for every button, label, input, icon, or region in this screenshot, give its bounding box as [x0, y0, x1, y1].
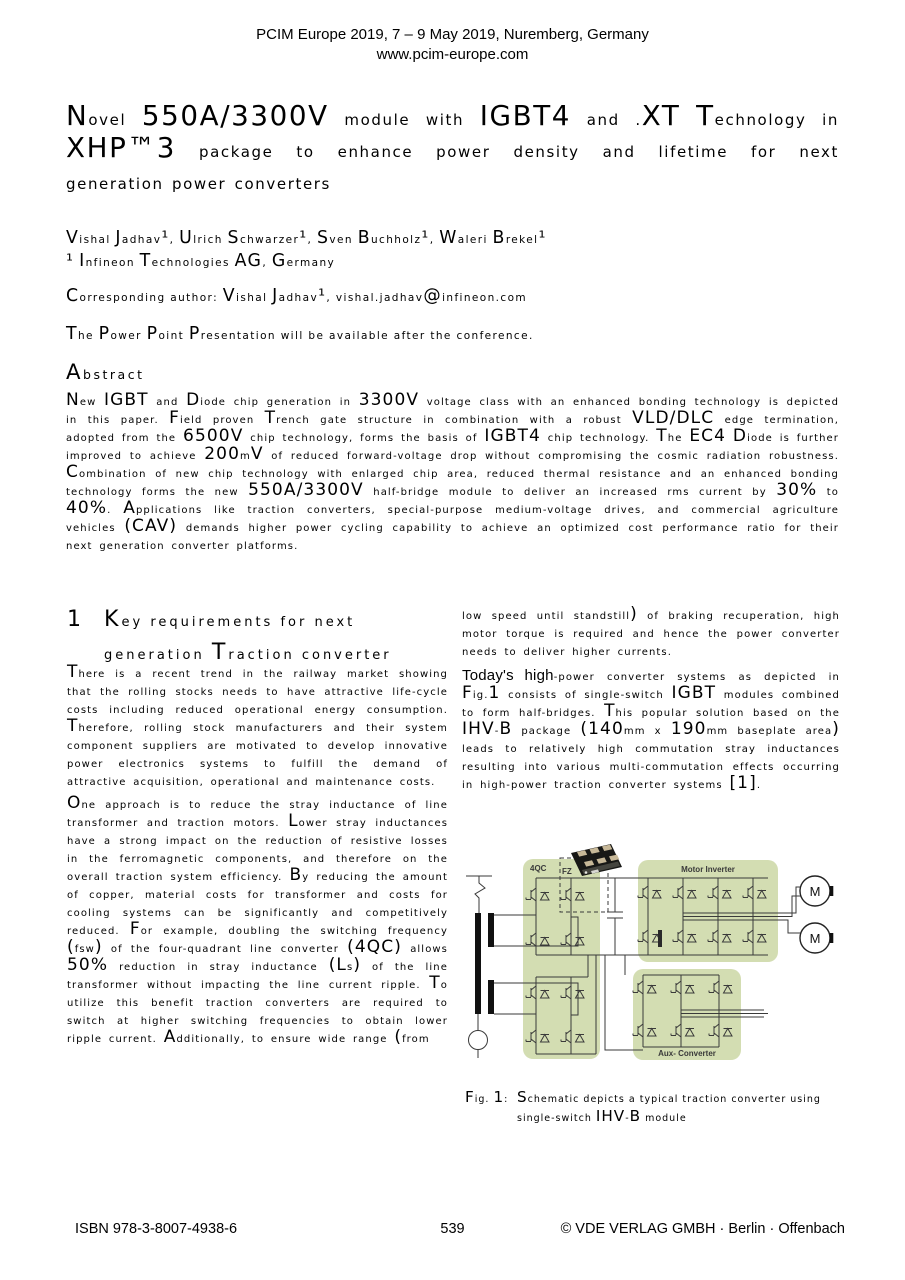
paper-title	[66, 99, 839, 200]
aux-converter-label: Aux- Converter	[658, 1049, 716, 1058]
right-paragraph-1: low speed until standstill) of braking recuperation, high motor torque is required and hence the power converter needs to deliver higher currents.	[462, 604, 840, 658]
ground-wheel-symbol	[469, 1031, 488, 1050]
aux-converter-block	[633, 969, 741, 1060]
figure-1-caption-label: Fig. 1:	[465, 1088, 509, 1106]
paper-title-line2: XHP™3 package to enhance power density and lifetime for next	[66, 131, 839, 164]
conference-url: www.pcim-europe.com	[376, 46, 529, 63]
motor-symbols	[800, 876, 833, 953]
transformer-secondary-winding-top	[488, 913, 494, 947]
section1-heading-line1: Key requirements for next	[104, 606, 356, 632]
motor-inverter-label: Motor Inverter	[681, 865, 735, 874]
inverter-component-bar	[658, 930, 662, 947]
conference-header	[0, 25, 905, 65]
4qc-label: 4QC	[530, 864, 547, 873]
paper-title-line3: generation power converters	[66, 175, 331, 193]
corresponding-author: Corresponding author: Vishal Jadhav¹, vishal.jadhav@infineon.com	[66, 286, 528, 306]
section1-heading-line2: generation Traction converter	[104, 639, 392, 665]
left-column	[67, 662, 449, 1054]
fz-label: FZ	[562, 867, 572, 876]
page-number: 539	[440, 1221, 465, 1237]
authors: Vishal Jadhav¹, Ulrich Schwarzer¹, Sven Buchholz¹, Waleri Brekel¹	[66, 228, 547, 248]
conference-title: PCIM Europe 2019, 7 – 9 May 2019, Nuremberg, Germany	[256, 26, 649, 43]
right-paragraph-2: Today's high-power converter systems as depicted in Fig.1 consists of single-switch IGBT modules combined to form half-bridges. This popular solution based on the IHV-B package (140mm x 190mm baseplate area) leads to relatively high commutation stray inductances resulting into various multi-commutation effects occurring in high-power traction converter systems [1].	[462, 667, 841, 793]
motor-2-shaft	[830, 933, 834, 943]
isbn: ISBN 978-3-8007-4938-6	[75, 1221, 238, 1237]
publisher: © VDE VERLAG GMBH · Berlin · Offenbach	[560, 1221, 845, 1237]
figure-1-caption	[465, 1090, 847, 1128]
transformer-secondary-winding-bottom	[488, 980, 494, 1014]
motor-1-label: M	[809, 884, 821, 899]
affiliation: ¹ Infineon Technologies AG, Germany	[66, 251, 336, 271]
left-paragraph-2: One approach is to reduce the stray inductance of line transformer and traction motors. Lower stray inductances have a strong impact on the reduction of resistive losses in the ferromagnetic components, and therefore on the overall traction system efficiency. By reducing the amount of copper, material costs for transformer and costs for cooling systems can be significantly and competitively reduced. For example, doubling the switching frequency (fsw) of the four-quadrant line converter (4QC) allows 50% reduction in stray inductance (Ls) of the line transformer without impacting the line current ripple. To utilize this benefit traction converters are required to switch at higher switching frequencies to obtain lower ripple current. Additionally, to ensure wide range (from	[67, 793, 449, 1047]
right-column	[462, 604, 841, 800]
byline	[66, 229, 839, 275]
figure-1-caption-text: Schematic depicts a typical traction converter using single-switch IHV-B module	[517, 1088, 821, 1125]
motor-1-shaft	[830, 886, 834, 896]
motor-2-label: M	[809, 931, 821, 946]
abstract-heading: Abstract	[66, 360, 145, 385]
section1-heading	[104, 606, 444, 672]
pantograph-symbol	[466, 876, 492, 913]
figure-1-schematic	[458, 842, 852, 1086]
paper-title-line1: Novel 550A/3300V module with IGBT4 and .XT Technology in	[66, 99, 839, 132]
left-paragraph-1: There is a recent trend in the railway market showing that the rolling stocks needs to have attractive life-cycle costs including reduced operational energy consumption. Therefore, rolling stock manufacturers and their system component suppliers are motivated to develop innovative power electronics systems to fulfill the demand of attractive acquisition, operational and maintenance costs.	[67, 662, 448, 788]
abstract-text: New IGBT and Diode chip generation in 3300V voltage class with an enhanced bonding technology is depicted in this paper. Field proven Trench gate structure in combination with a robust VLD/DLC edge termination, adopted from the 6500V chip technology, forms the basis of IGBT4 chip technology. The EC4 Diode is further improved to achieve 200mV of reduced forward-voltage drop without compromising the cosmic radiation robustness. Combination of new chip technology with enlarged chip area, reduced thermal resistance and an enhanced bonding technology forms the new 550A/3300V half-bridge module to deliver an increased rms current by 30% to 40%. Applications like traction converters, special-purpose medium-voltage drives, and commercial agriculture vehicles (CAV) demands higher power cycling capability to achieve an optimized cost performance ratio for their next generation converter platforms.	[66, 390, 840, 552]
font-substituted-lead: Today's high	[462, 667, 554, 684]
presentation-note: The Power Point Presentation will be available after the conference.	[66, 324, 534, 344]
section1-number: 1	[67, 606, 85, 632]
transformer-primary-winding	[475, 913, 481, 1014]
